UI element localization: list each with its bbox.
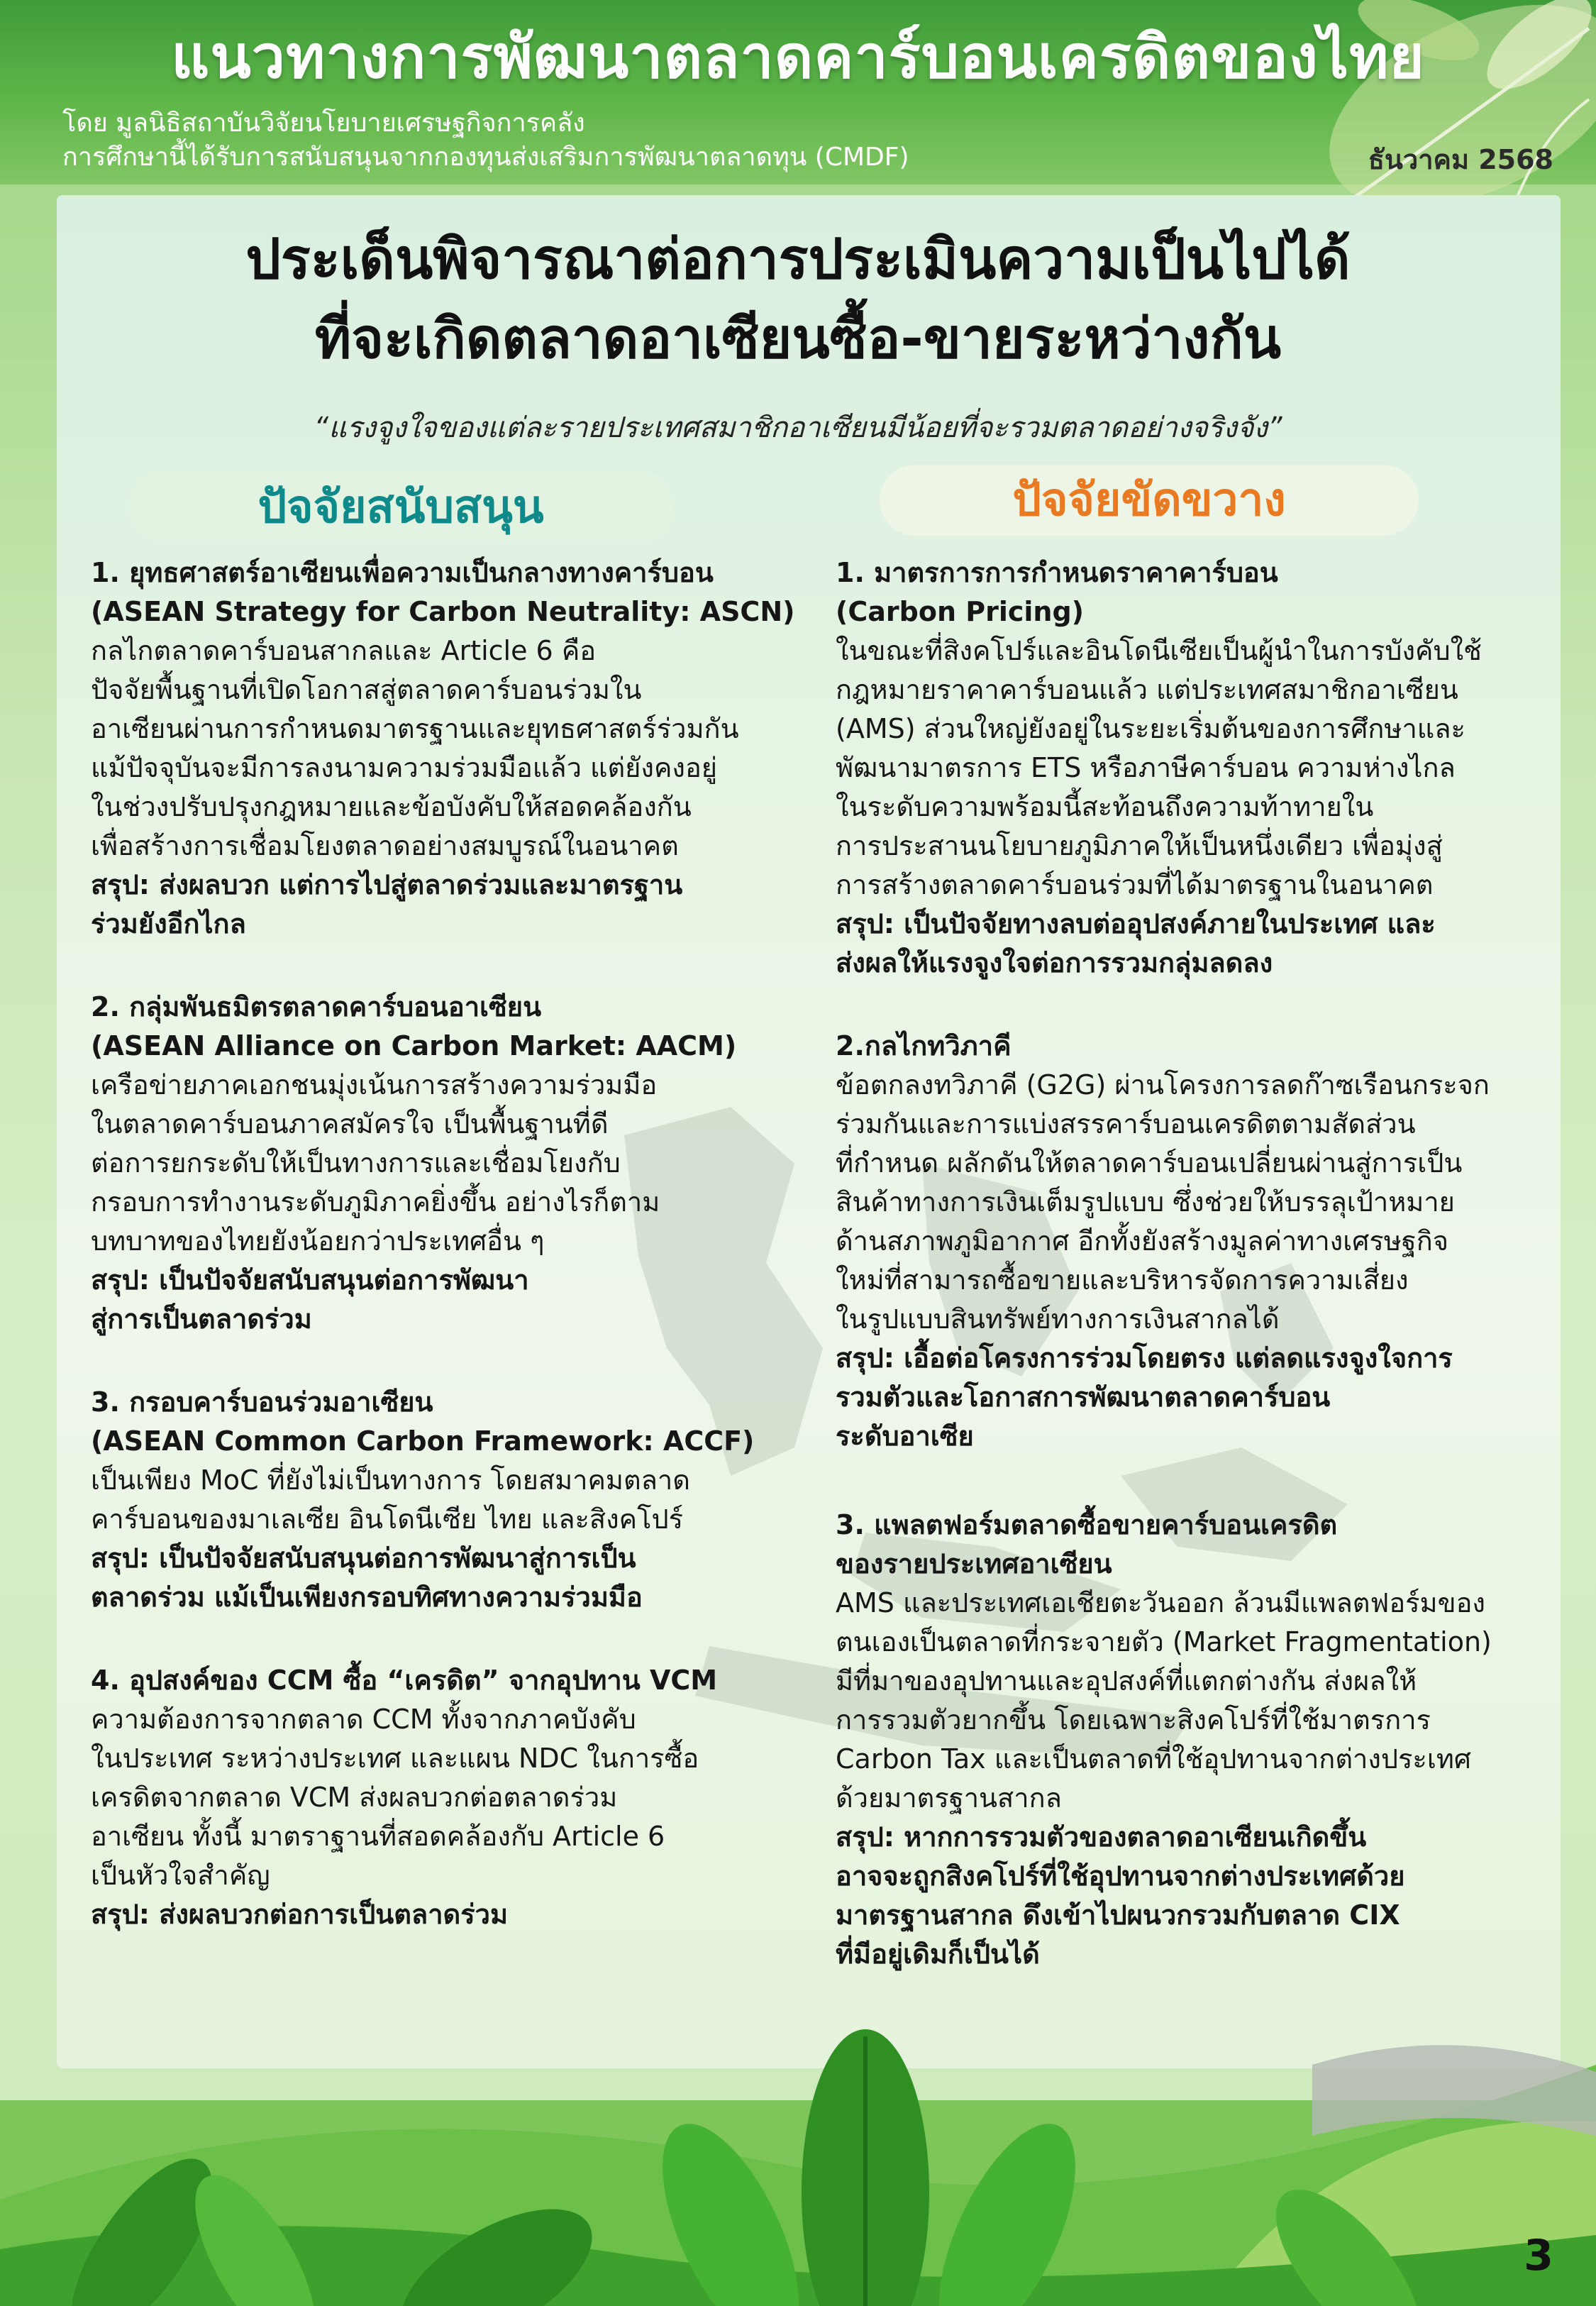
barrier-item [836, 1027, 1573, 1456]
item-heading [91, 1661, 800, 1700]
item-body-line: ในรูปแบบสินทรัพย์ทางการเงินสากลได้ [836, 1303, 1280, 1335]
item-body [91, 1461, 800, 1539]
item-body-line: ที่กำหนด ผลักดันให้ตลาดคาร์บอนเปลี่ยนผ่านสู่การเป็น [836, 1147, 1463, 1179]
item-body-line: เครือข่ายภาคเอกชนมุ่งเน้นการสร้างความร่วมมือ [91, 1069, 658, 1100]
header-title: แนวทางการพัฒนาตลาดคาร์บอนเครดิตของไทย [171, 22, 1425, 92]
item-body [91, 1700, 800, 1895]
support-heading: ปัจจัยสนับสนุน [128, 472, 674, 543]
item-heading [836, 553, 1573, 631]
item-body-line: ปัจจัยพื้นฐานที่เปิดโอกาสสู่ตลาดคาร์บอนร่วมใน [91, 674, 642, 705]
header-subtitle-line1: โดย มูลนิธิสถาบันวิจัยนโยบายเศรษฐกิจการคลัง [62, 109, 585, 138]
item-body-line: อาเซียนผ่านการกำหนดมาตรฐานและยุทธศาสตร์ร่วมกัน [91, 713, 739, 744]
item-summary [836, 905, 1573, 983]
support-item [91, 988, 800, 1339]
item-heading [91, 553, 800, 631]
item-body-line: กฎหมายราคาคาร์บอนแล้ว แต่ประเทศสมาชิกอาเซียน [836, 674, 1458, 705]
item-summary-line: สรุป: เป็นปัจจัยสนับสนุนต่อการพัฒนา [91, 1264, 529, 1296]
item-body-line: การสร้างตลาดคาร์บอนร่วมที่ได้มาตรฐานในอนาคต [836, 869, 1434, 900]
item-body-line: ในช่วงปรับปรุงกฎหมายและข้อบังคับให้สอดคล้องกัน [91, 791, 692, 822]
item-body-line: Carbon Tax และเป็นตลาดที่ใช้อุปทานจากต่างประเทศ [836, 1743, 1471, 1775]
item-summary-line: สรุป: เป็นปัจจัยสนับสนุนต่อการพัฒนาสู่การเป็น [91, 1543, 636, 1574]
item-body-line: ในระดับความพร้อมนี้สะท้อนถึงความท้าทายใน [836, 791, 1374, 822]
item-summary-line: สรุป: หากการรวมตัวของตลาดอาเซียนเกิดขึ้น [836, 1821, 1367, 1853]
item-body-line: สินค้าทางการเงินเต็มรูปแบบ ซึ่งช่วยให้บรรลุเป้าหมาย [836, 1186, 1455, 1218]
barrier-heading: ปัจจัยขัดขวาง [880, 465, 1419, 536]
page-title-line2: ที่จะเกิดตลาดอาเซียนซื้อ-ขายระหว่างกัน [314, 307, 1282, 371]
item-body-line: ข้อตกลงทวิภาคี (G2G) ผ่านโครงการลดก๊าซเรือนกระจก [836, 1069, 1490, 1100]
item-body [836, 631, 1573, 905]
item-body-line: ใหม่ที่สามารถซื้อขายและบริหารจัดการความเสี่ยง [836, 1264, 1409, 1296]
item-body-line: ในตลาดคาร์บอนภาคสมัครใจ เป็นพื้นฐานที่ดี [91, 1108, 609, 1140]
item-body-line: การประสานนโยบายภูมิภาคให้เป็นหนึ่งเดียว เพื่อมุ่งสู่ [836, 830, 1443, 861]
item-heading-line: 2. กลุ่มพันธมิตรตลาดคาร์บอนอาเซียน [91, 991, 542, 1022]
item-summary-line: สรุป: ส่งผลบวกต่อการเป็นตลาดร่วม [91, 1899, 509, 1930]
item-summary [91, 1895, 800, 1934]
item-summary-line: ร่วมยังอีกไกล [91, 908, 246, 939]
item-body-line: กรอบการทำงานระดับภูมิภาคยิ่งขึ้น อย่างไรก็ตาม [91, 1186, 660, 1218]
item-summary [91, 1261, 800, 1339]
item-summary [91, 1539, 800, 1617]
item-summary-line: สู่การเป็นตลาดร่วม [91, 1303, 312, 1335]
item-heading [836, 1027, 1573, 1066]
item-summary [91, 866, 800, 944]
item-body-line: ในขณะที่สิงคโปร์และอินโดนีเซียเป็นผู้นำในการบังคับใช้ [836, 635, 1482, 666]
item-body-line: ต่อการยกระดับให้เป็นทางการและเชื่อมโยงกับ [91, 1147, 621, 1179]
item-body [91, 631, 800, 866]
item-body-line: เป็นหัวใจสำคัญ [91, 1860, 270, 1891]
item-heading-line: 3. กรอบคาร์บอนร่วมอาเซียน [91, 1386, 433, 1418]
item-body-line: เพื่อสร้างการเชื่อมโยงตลาดอย่างสมบูรณ์ในอนาคต [91, 830, 679, 861]
item-body-line: ด้วยมาตรฐานสากล [836, 1782, 1062, 1814]
item-body-line: เป็นเพียง MoC ที่ยังไม่เป็นทางการ โดยสมาคมตลาด [91, 1464, 690, 1496]
item-body-line: แม้ปัจจุบันจะมีการลงนามความร่วมมือแล้ว แต่ยังคงอยู่ [91, 752, 718, 783]
item-body-line: มีที่มาของอุปทานและอุปสงค์ที่แตกต่างกัน ส่งผลให้ [836, 1665, 1417, 1697]
item-summary-line: สรุป: ส่งผลบวก แต่การไปสู่ตลาดร่วมและมาตรฐาน [91, 869, 683, 900]
item-heading-line: 4. อุปสงค์ของ CCM ซื้อ “เครดิต” จากอุปทาน VCM [91, 1665, 718, 1696]
item-body-line: คาร์บอนของมาเลเซีย อินโดนีเซีย ไทย และสิงคโปร์ [91, 1504, 684, 1535]
item-body-line: ตนเองเป็นตลาดที่กระจายตัว (Market Fragmentation) [836, 1626, 1492, 1657]
item-heading [836, 1506, 1573, 1584]
item-summary [836, 1818, 1573, 1974]
page-title-line1: ประเด็นพิจารณาต่อการประเมินความเป็นไปได้ [245, 228, 1351, 292]
barrier-column [836, 553, 1573, 2018]
item-summary-line: รวมตัวและโอกาสการพัฒนาตลาดคาร์บอน [836, 1381, 1331, 1413]
item-body-line: ด้านสภาพภูมิอากาศ อีกทั้งยังสร้างมูลค่าทางเศรษฐกิจ [836, 1225, 1449, 1257]
item-body-line: AMS และประเทศเอเชียตะวันออก ล้วนมีแพลตฟอร์มของ [836, 1587, 1485, 1618]
item-summary-line: ระดับอาเซีย [836, 1420, 974, 1452]
item-body-line: ร่วมกันและการแบ่งสรรคาร์บอนเครดิตตามสัดส่วน [836, 1108, 1416, 1140]
item-summary-line: ที่มีอยู่เดิมก็เป็นได้ [836, 1938, 1040, 1970]
item-heading-line: ของรายประเทศอาเซียน [836, 1548, 1112, 1579]
item-body-line: ในประเทศ ระหว่างประเทศ และแผน NDC ในการซื้อ [91, 1743, 699, 1774]
item-body-line: กลไกตลาดคาร์บอนสากลและ Article 6 คือ [91, 635, 597, 666]
item-body-line: พัฒนามาตรการ ETS หรือภาษีคาร์บอน ความห่างไกล [836, 752, 1456, 783]
item-body-line: การรวมตัวยากขึ้น โดยเฉพาะสิงคโปร์ที่ใช้มาตรการ [836, 1704, 1431, 1736]
item-body [91, 1066, 800, 1261]
barrier-item [836, 1506, 1573, 1974]
item-body-line: เครดิตจากตลาด VCM ส่งผลบวกต่อตลาดร่วม [91, 1782, 618, 1813]
item-heading-line: (ASEAN Strategy for Carbon Neutrality: ASCN) [91, 596, 795, 627]
support-item [91, 553, 800, 944]
item-body-line: (AMS) ส่วนใหญ่ยังอยู่ในระยะเริ่มต้นของการศึกษาและ [836, 713, 1465, 744]
item-body [836, 1066, 1573, 1339]
header-subtitle [62, 106, 909, 175]
item-heading [91, 1383, 800, 1461]
item-summary-line: สรุป: เป็นปัจจัยทางลบต่ออุปสงค์ภายในประเทศ และ [836, 908, 1436, 939]
item-summary-line: ส่งผลให้แรงจูงใจต่อการรวมกลุ่มลดลง [836, 947, 1273, 978]
header-subtitle-line2: การศึกษานี้ได้รับการสนับสนุนจากกองทุนส่งเสริมการพัฒนาตลาดทุน (CMDF) [62, 143, 909, 172]
item-body-line: อาเซียน ทั้งนี้ มาตราฐานที่สอดคล้องกับ Article 6 [91, 1821, 665, 1852]
item-body-line: ความต้องการจากตลาด CCM ทั้งจากภาคบังคับ [91, 1704, 636, 1735]
item-summary-line: อาจจะถูกสิงคโปร์ที่ใช้อุปทานจากต่างประเทศด้วย [836, 1860, 1405, 1892]
item-heading-line: 1. มาตรการการกำหนดราคาคาร์บอน [836, 557, 1278, 588]
item-heading-line: 2.กลไกทวิภาคี [836, 1030, 1012, 1061]
item-summary [836, 1339, 1573, 1456]
item-summary-line: สรุป: เอื้อต่อโครงการร่วมโดยตรง แต่ลดแรงจูงใจการ [836, 1342, 1453, 1374]
support-item [91, 1383, 800, 1617]
page-title [85, 220, 1511, 379]
item-body [836, 1584, 1573, 1818]
item-heading-line: (Carbon Pricing) [836, 596, 1085, 627]
support-item [91, 1661, 800, 1934]
header-date: ธันวาคม 2568 [1368, 144, 1553, 175]
support-column [91, 553, 800, 1978]
footer-leaves-decoration [0, 2022, 1596, 2306]
item-heading-line: 1. ยุทธศาสตร์อาเซียนเพื่อความเป็นกลางทางคาร์บอน [91, 557, 714, 588]
item-body-line: บทบาทของไทยยังน้อยกว่าประเทศอื่น ๆ [91, 1225, 545, 1257]
item-summary-line: ตลาดร่วม แม้เป็นเพียงกรอบทิศทางความร่วมมือ [91, 1582, 643, 1613]
page-number: 3 [1524, 2231, 1553, 2280]
item-heading-line: (ASEAN Common Carbon Framework: ACCF) [91, 1425, 755, 1457]
item-heading-line: (ASEAN Alliance on Carbon Market: AACM) [91, 1030, 737, 1061]
item-heading [91, 988, 800, 1066]
barrier-item [836, 553, 1573, 983]
quote: “แรงจูงใจของแต่ละรายประเทศสมาชิกอาเซียนมีน้อยที่จะรวมตลาดอย่างจริงจัง” [314, 412, 1282, 444]
item-summary-line: มาตรฐานสากล ดึงเข้าไปผนวกรวมกับตลาด CIX [836, 1899, 1400, 1931]
item-heading-line: 3. แพลตฟอร์มตลาดซื้อขายคาร์บอนเครดิต [836, 1509, 1338, 1540]
